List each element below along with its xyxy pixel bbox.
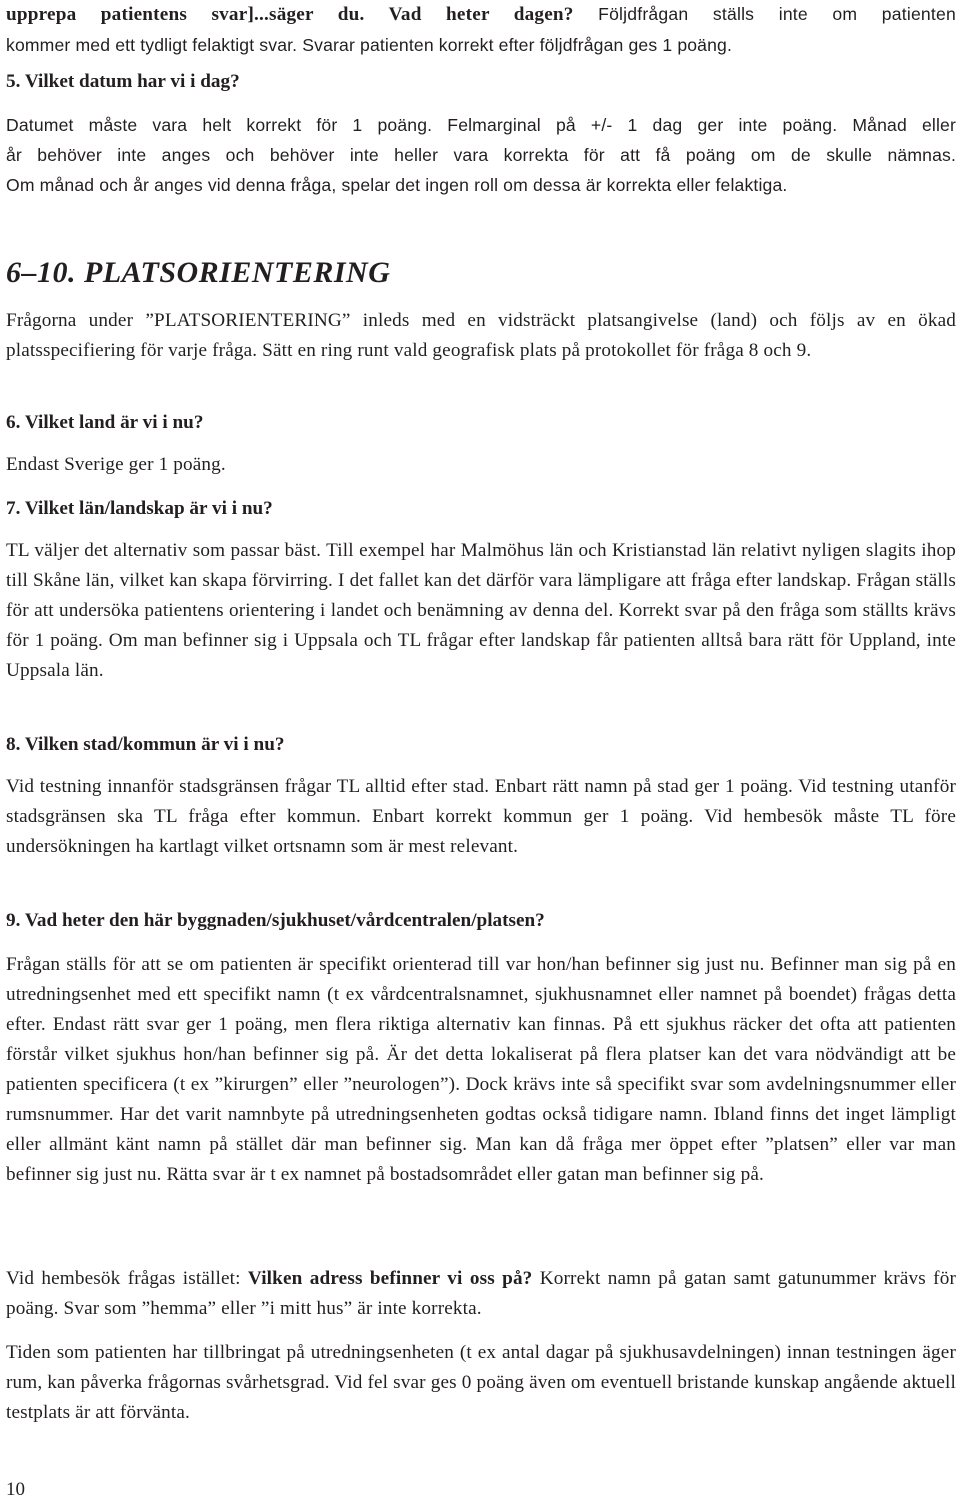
intro-block — [6, 0, 956, 60]
q7-title: 7. Vilket län/landskap är vi i nu? — [6, 498, 273, 519]
q9-body: Frågan ställs för att se om patienten är specifikt orienterad till var hon/han befinner sig just nu. Befinner man sig på en utredningsenhet med ett specifikt namn (t ex vårdcentralsnamnet, sjukhusnamnet eller namnet på boendet) frågas detta efter. Endast rätt svar ger 1 poäng, men flera riktiga alternativ kan finnas. På ett sjukhus räcker det ofta att patienten förstår vilket sjukhus hon/han befinner sig på. Är det detta lokaliserat på flera platser kan det vara nödvändigt att be patienten specificera (t ex ”kirurgen” eller ”neurologen”). Dock krävs inte så specifikt svar som avdelningsnummer eller rumsnummer. Har det varit namnbyte på utredningsenheten godtas också tidigare namn. Ibland finns det inget lämpligt eller allmänt känt namn på stället där man befinner sig. Man kan då fråga mer öppet efter ”platsen” eller var man befinner sig just nu. Rätta svar är t ex namnet på bostadsområdet eller gatan man befinner sig på. — [6, 954, 956, 1185]
intro-line-1 — [6, 0, 956, 30]
intro-text: Följdfrågan ställs inte om patienten — [573, 4, 956, 24]
q5-title: 5. Vilket datum har vi i dag? — [6, 71, 240, 92]
q7-body: TL väljer det alternativ som passar bäst. Till exempel har Malmöhus län och Kristianstad län relativt nyligen slagits ihop till Skåne län, vilket kan skapa förvirring. I det fallet kan det därför vara lämpligare att fråga efter landskap. Frågan ställs för att undersöka patientens orientering i landet och benämning av denna del. Korrekt svar på den fråga som ställts krävs för 1 poäng. Om man befinner sig i Uppsala och TL frågar efter landskap får patienten alltså bara rätt för Uppland, inte Uppsala län. — [6, 540, 956, 681]
q5-line-3: Om månad och år anges vid denna fråga, spelar det ingen roll om dessa är korrekta eller felaktiga. — [6, 175, 788, 195]
page-number: 10 — [6, 1479, 25, 1500]
q8-title: 8. Vilken stad/kommun är vi i nu? — [6, 734, 285, 755]
intro-bold-text: upprepa patientens svar]...säger du. Vad heter dagen? — [6, 4, 574, 25]
home-visit-text: Vid hembesök frågas istället: — [6, 1268, 248, 1289]
q5-line-2: år behöver inte anges och behöver inte heller vara korrekta för att få poäng om de skulle nämnas. — [6, 145, 956, 165]
q9-time-note: Tiden som patienten har tillbringat på utredningsenheten (t ex antal dagar på sjukhusavdelningen) innan testningen äger rum, kan påverka frågornas svårhetsgrad. Vid fel svar ges 0 poäng även om eventuell bristande kunskap angående aktuell testplats är att förvänta. — [6, 1342, 956, 1423]
q6-title: 6. Vilket land är vi i nu? — [6, 412, 204, 433]
q6-body: Endast Sverige ger 1 poäng. — [6, 454, 226, 475]
home-visit-question: Vilken adress befinner vi oss på? — [247, 1268, 533, 1289]
q5-body — [6, 110, 956, 200]
q9-title: 9. Vad heter den här byggnaden/sjukhuset/vårdcentralen/platsen? — [6, 910, 545, 931]
section-intro: Frågorna under ”PLATSORIENTERING” inleds med en vidsträckt platsangivelse (land) och följs av en ökad platsspecifiering för varje fråga. Sätt en ring runt vald geografisk plats på protokollet för fråga 8 och 9. — [6, 310, 956, 361]
section-heading: 6–10. PLATSORIENTERING — [6, 256, 391, 289]
q9-home-visit — [6, 1264, 956, 1324]
q8-body: Vid testning innanför stadsgränsen frågar TL alltid efter stad. Enbart rätt namn på stad ger 1 poäng. Vid testning utanför stadsgränsen ska TL fråga efter kommun. Enbart korrekt kommun ger 1 poäng. Vid hembesök måste TL före undersökningen ha kartlagt vilket ortsnamn som är mest relevant. — [6, 776, 956, 857]
q5-line-1: Datumet måste vara helt korrekt för 1 poäng. Felmarginal på +/- 1 dag ger inte poäng. Månad eller — [6, 115, 956, 135]
home-visit-text-rest: Korrekt namn på gatan samt gatunummer krävs för poäng. Svar som ”hemma” eller ”i mitt hus” är inte korrekta. — [6, 1268, 956, 1319]
intro-line-2: kommer med ett tydligt felaktigt svar. Svarar patienten korrekt efter följdfrågan ges 1 poäng. — [6, 35, 733, 55]
